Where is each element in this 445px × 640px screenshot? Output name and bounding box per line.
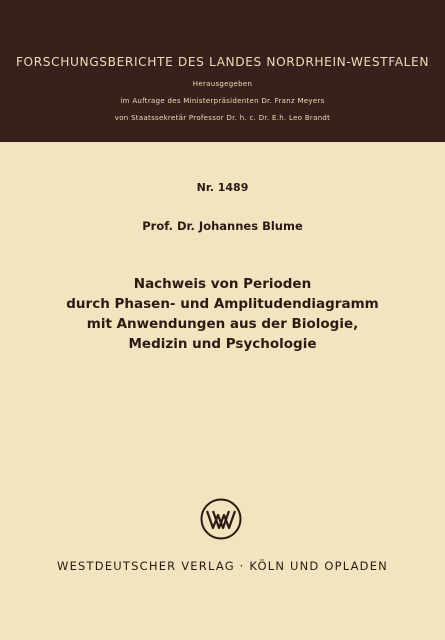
book-title-line: durch Phasen- und Amplitudendiagramm — [66, 296, 379, 312]
book-title — [0, 274, 445, 354]
series-commission-line: im Auftrage des Ministerpräsidenten Dr. Franz Meyers — [120, 97, 325, 105]
series-title: FORSCHUNGSBERICHTE DES LANDES NORDRHEIN-WESTFALEN — [15, 55, 430, 69]
book-title-line: Medizin und Psychologie — [128, 336, 317, 352]
issue-number: Nr. 1489 — [196, 181, 249, 194]
series-editor-line: von Staatssekretär Professor Dr. h. c. Dr. E.h. Leo Brandt — [114, 114, 331, 122]
book-title-line: mit Anwendungen aus der Biologie, — [86, 316, 359, 332]
ww-publisher-logo-icon — [200, 498, 242, 540]
series-header-band — [0, 0, 445, 142]
series-edited-by: Herausgegeben — [192, 80, 253, 88]
book-title-line: Nachweis von Perioden — [133, 276, 312, 292]
author-name: Prof. Dr. Johannes Blume — [142, 219, 303, 233]
publisher-imprint: WESTDEUTSCHER VERLAG · KÖLN UND OPLADEN — [57, 559, 388, 573]
